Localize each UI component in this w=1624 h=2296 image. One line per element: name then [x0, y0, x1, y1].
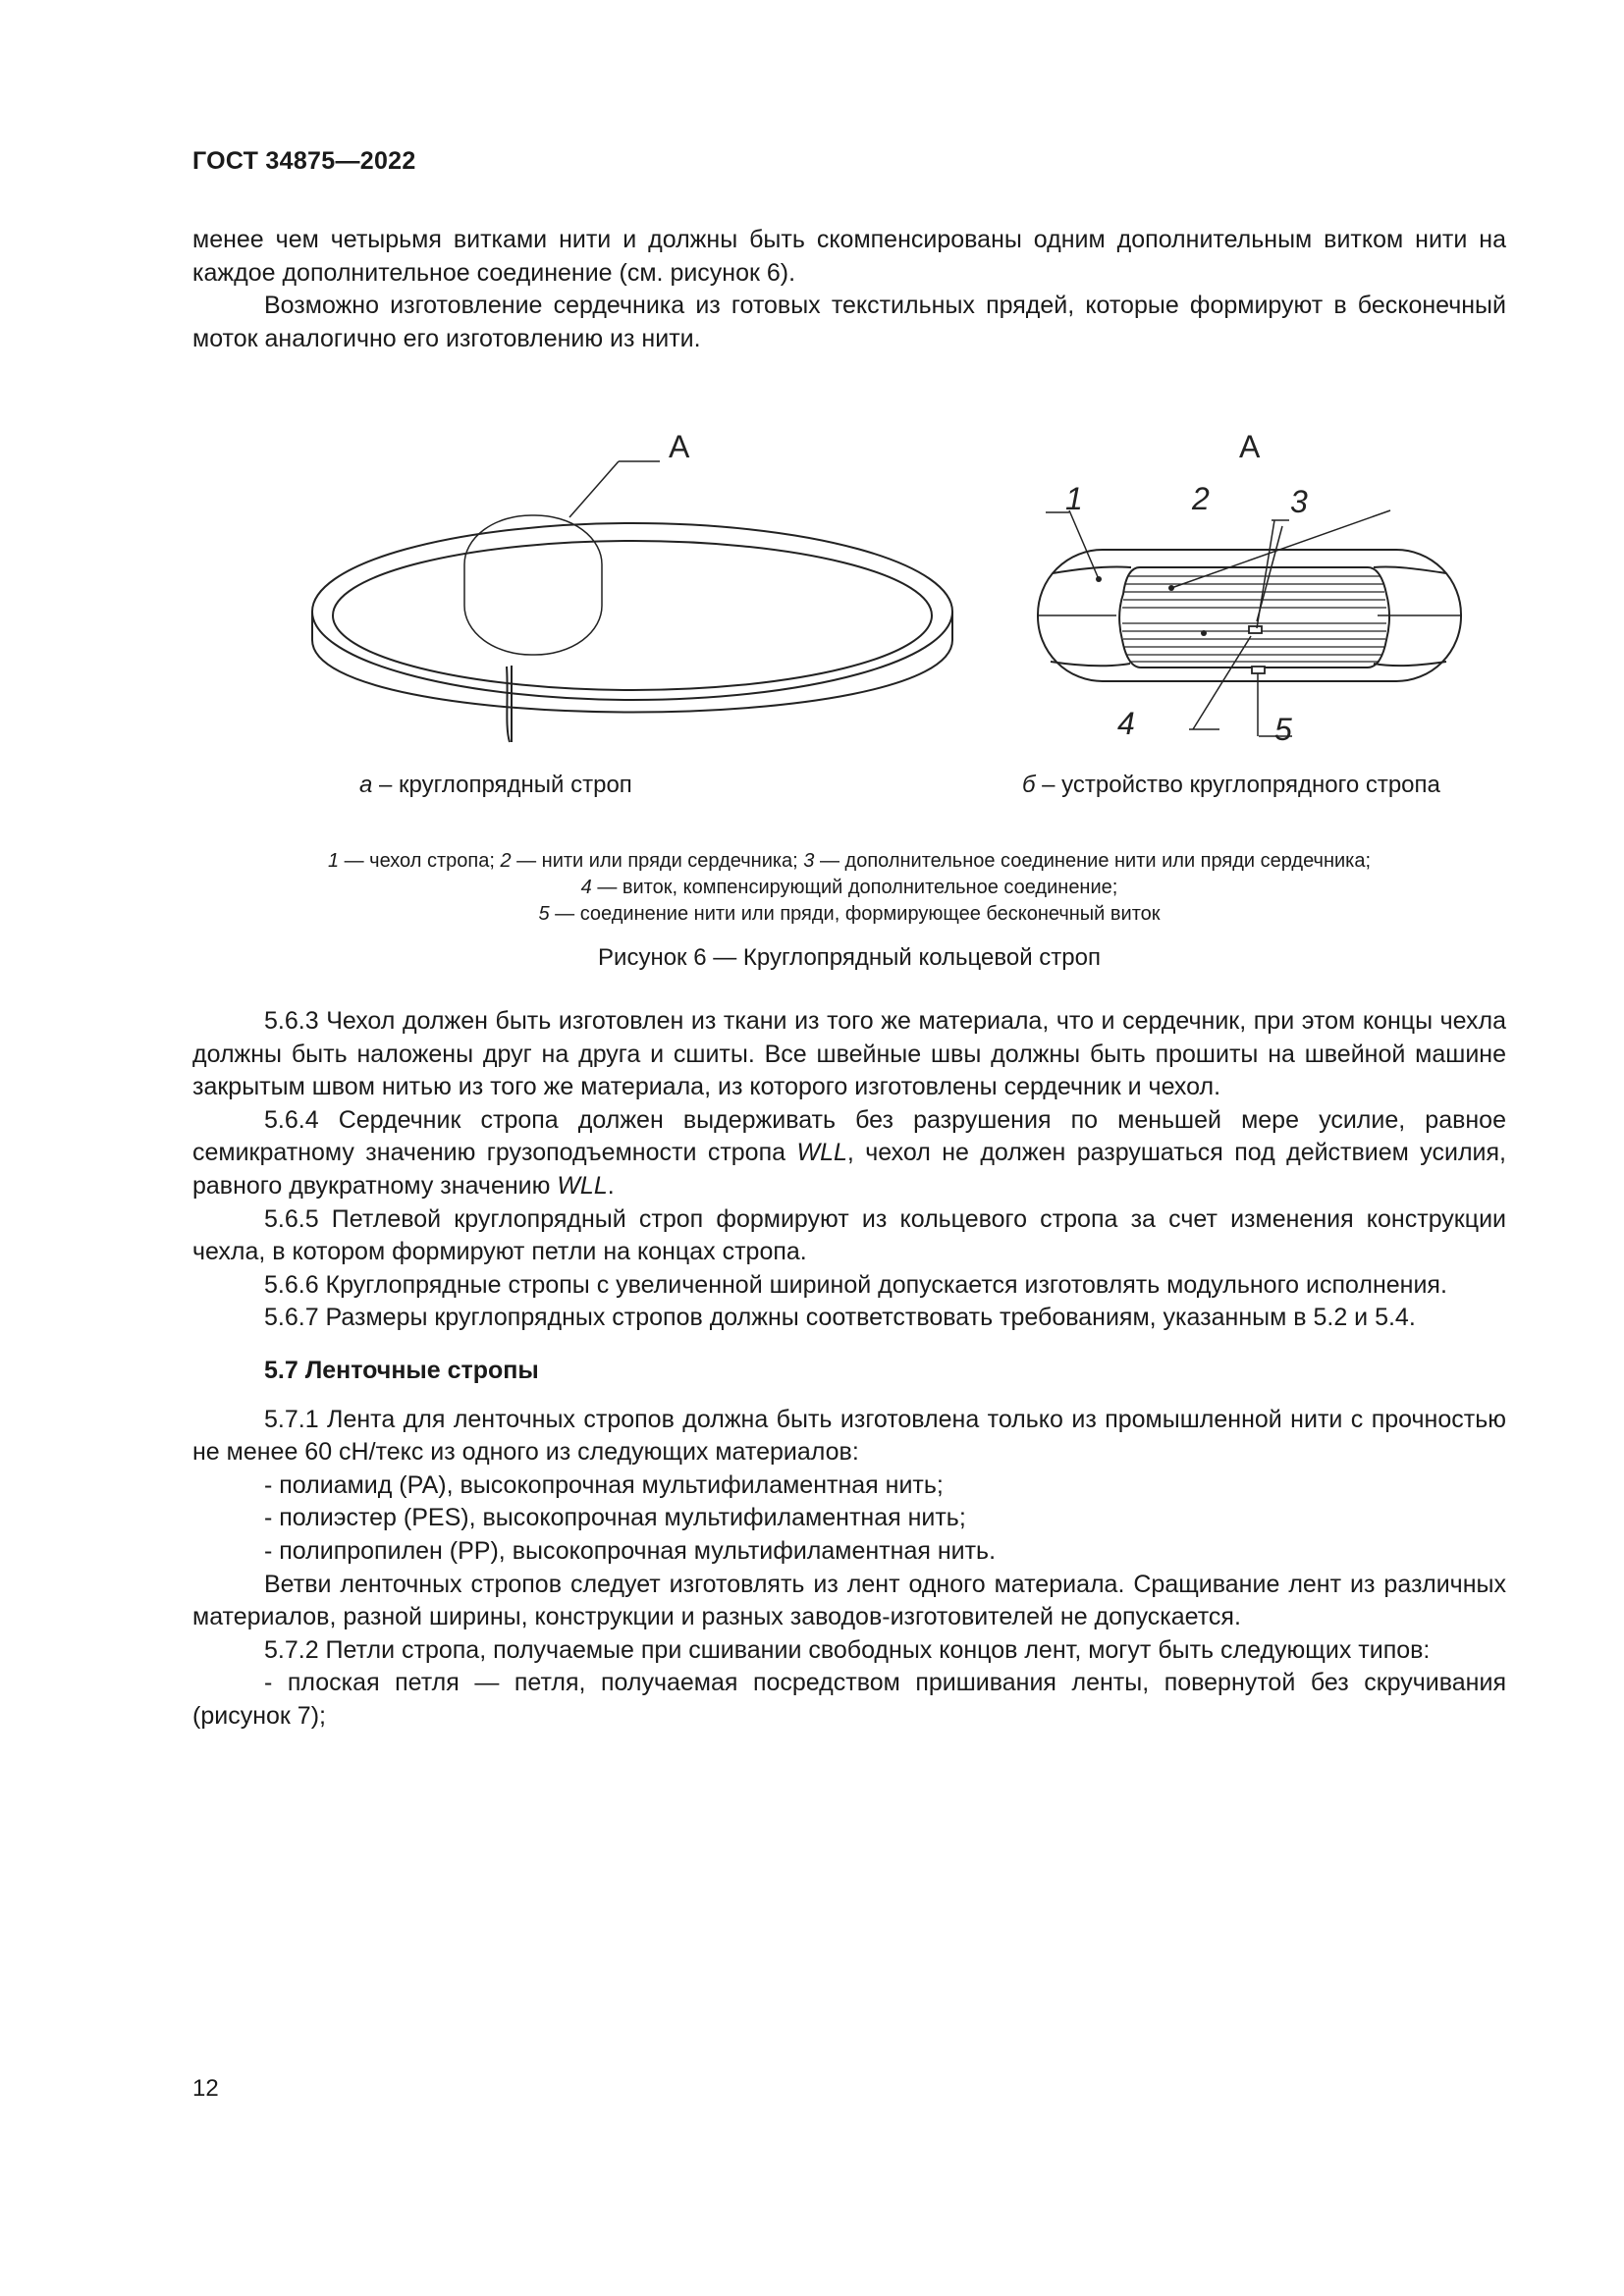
list-item: - полиамид (РА), высокопрочная мультифиламентная нить;	[264, 1470, 944, 1499]
list-item: - полипропилен (РР), высокопрочная мультифиламентная нить.	[264, 1536, 997, 1565]
leader-dots	[1096, 576, 1207, 636]
body-text	[192, 1005, 1506, 1733]
callout-3: 3	[1290, 484, 1308, 519]
standard-header: ГОСТ 34875—2022	[192, 147, 416, 175]
intro-text	[192, 224, 1506, 355]
figure-legend: 1 — чехол стропа; 2 — нити или пряди сердечника; 3 — дополнительное соединение нити или пряди сердечника; 4 — виток, компенсирующий дополнительное соединение; 5 — соединение нити или пряди, формирующее бесконечный виток	[327, 850, 1372, 925]
paragraph: менее чем четырьмя витками нити и должны быть скомпенсированы одним дополнительным витком нити на каждое дополнительное соединение (см. рисунок 6).	[192, 226, 1506, 287]
paragraph-5-6-6: 5.6.6 Круглопрядные стропы с увеличенной шириной допускается изготовлять модульного исполнения.	[264, 1270, 1447, 1299]
core-fibres	[1122, 576, 1386, 662]
list-item: - плоская петля — петля, получаемая посредством пришивания ленты, повернутой без скручивания (рисунок 7);	[192, 1669, 1506, 1730]
section-heading-5-7: 5.7 Ленточные стропы	[264, 1356, 539, 1384]
callout-4: 4	[1117, 706, 1135, 741]
figure-6	[192, 422, 1506, 834]
callout-5: 5	[1274, 712, 1292, 747]
subcaption-b: б – устройство круглопрядного стропа	[1022, 772, 1440, 798]
page-number: 12	[192, 2075, 219, 2102]
paragraph-5-6-7: 5.6.7 Размеры круглопрядных стропов должны соответствовать требованиям, указанным в 5.2 и 5.4.	[264, 1304, 1416, 1332]
paragraph-5-7-1: 5.7.1 Лента для ленточных стропов должна быть изготовлена только из промышленной нити с прочностью не менее 60 сН/текс из одного из следующих материалов:	[192, 1405, 1506, 1467]
paragraph-5-6-3: 5.6.3 Чехол должен быть изготовлен из ткани из того же материала, что и сердечник, при этом концы чехла должны быть наложены друг на друга и сшиты. Все швейные швы должны быть прошиты на швейной машине закрытым швом нитью из того же материала, из которого изготовлены сердечник и чехол.	[192, 1007, 1506, 1101]
paragraph-5-7-1-b: Ветви ленточных стропов следует изготовлять из лент одного материала. Сращивание лент из различных материалов, разной ширины, конструкции и разных заводов-изготовителей не допускается.	[192, 1570, 1506, 1631]
round-sling-ring	[312, 523, 952, 742]
paragraph-5-6-5: 5.6.5 Петлевой круглопрядный строп формируют из кольцевого стропа за счет изменения конструкции чехла, в котором формируют петли на концах стропа.	[192, 1204, 1506, 1266]
paragraph: Возможно изготовление сердечника из готовых текстильных прядей, которые формируют в бесконечный моток аналогично его изготовлению из нити.	[192, 292, 1506, 352]
paragraph-5-6-4: 5.6.4 Сердечник стропа должен выдерживать без разрушения по меньшей мере усилие, равное семикратному значению грузоподъемности стропа WLL, чехол не должен разрушаться под действием усилия, равного двукратному значению WLL.	[192, 1105, 1506, 1200]
detail-a-marker	[464, 461, 660, 655]
callout-1: 1	[1065, 481, 1083, 516]
figure-caption: Рисунок 6 — Круглопрядный кольцевой строп	[598, 944, 1101, 971]
view-label-left: А	[669, 429, 690, 464]
joint-5	[1252, 667, 1265, 673]
callout-2: 2	[1192, 481, 1210, 516]
paragraph-5-7-2: 5.7.2 Петли стропа, получаемые при сшивании свободных концов лент, могут быть следующих типов:	[264, 1635, 1431, 1664]
view-label-right: А	[1239, 429, 1261, 464]
list-item: - полиэстер (PES), высокопрочная мультифиламентная нить;	[264, 1504, 966, 1532]
subcaption-a: а – круглопрядный строп	[359, 772, 632, 798]
joint-3	[1249, 626, 1262, 633]
